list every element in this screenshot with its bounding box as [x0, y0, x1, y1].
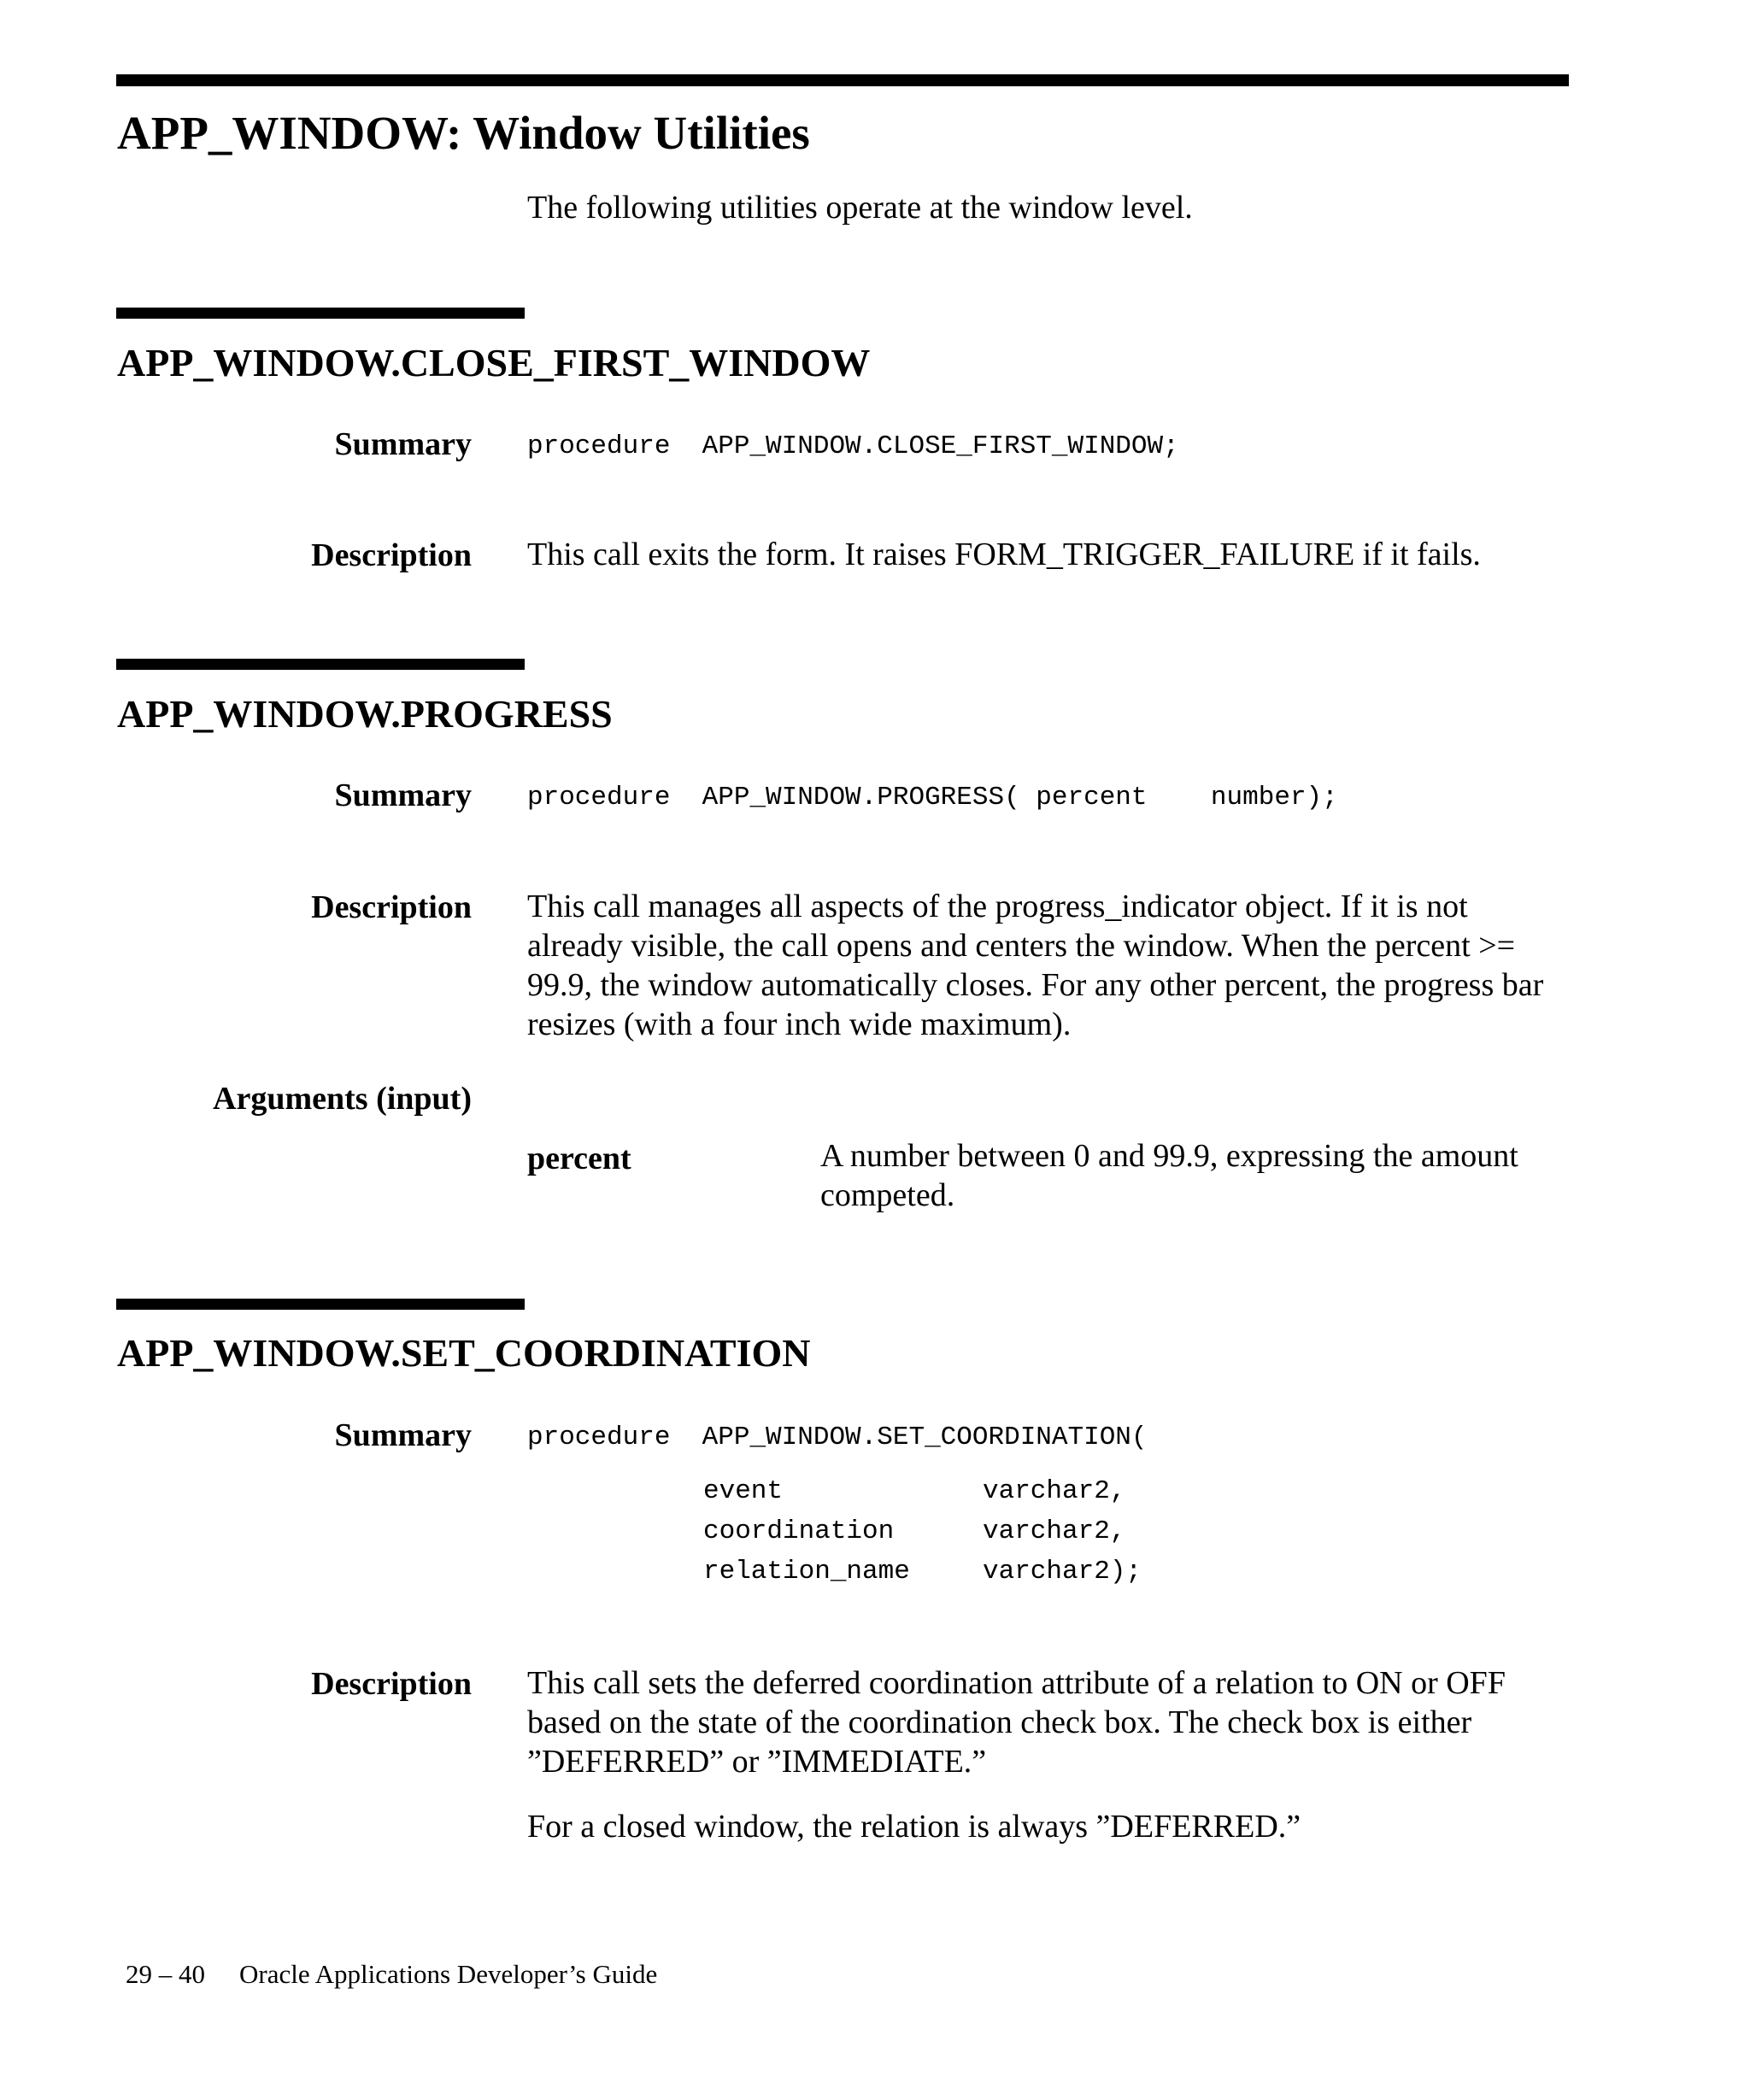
description-label-progress: Description: [311, 889, 472, 925]
footer-page-number: 29 – 40: [126, 1959, 205, 1989]
summary-label-set-coordination: Summary: [334, 1417, 472, 1453]
param-type: varchar2,: [983, 1516, 1126, 1546]
footer-book-title: Oracle Applications Developer’s Guide: [239, 1959, 658, 1989]
section-heading-close-first-window: APP_WINDOW.CLOSE_FIRST_WINDOW: [117, 341, 871, 384]
argument-desc-percent: A number between 0 and 99.9, expressing the amount competed.: [820, 1138, 1518, 1213]
param-name: coordination: [703, 1516, 895, 1546]
description-set-coordination-note: For a closed window, the relation is always ”DEFERRED.”: [527, 1809, 1301, 1845]
section-heading-set-coordination: APP_WINDOW.SET_COORDINATION: [117, 1331, 811, 1375]
summary-label-progress: Summary: [334, 777, 472, 813]
top-rule: [116, 74, 1569, 86]
param-name: relation_name: [703, 1557, 910, 1587]
param-type: varchar2);: [983, 1557, 1142, 1587]
description-progress: This call manages all aspects of the progress_indicator object. If it is not already visible, the call opens and centers the window. When the percent >= 99.9, the window automatically closes. For any other percent, the progress bar resizes (with a four inch wide maximum).: [527, 889, 1544, 1042]
section-rule-progress: [116, 659, 525, 670]
page-intro: The following utilities operate at the window level.: [527, 190, 1193, 226]
section-heading-progress: APP_WINDOW.PROGRESS: [117, 692, 613, 736]
param-name: event: [703, 1476, 784, 1506]
param-row-event: [703, 1471, 1142, 1511]
arguments-label-progress: Arguments (input): [213, 1081, 472, 1117]
summary-label-close-first-window: Summary: [334, 426, 472, 462]
summary-code-progress: procedure APP_WINDOW.PROGRESS( percent number);: [527, 783, 1338, 812]
summary-code-close-first-window: procedure APP_WINDOW.CLOSE_FIRST_WINDOW;: [527, 431, 1179, 461]
param-list: [703, 1471, 1142, 1592]
description-close-first-window: This call exits the form. It raises FORM_TRIGGER_FAILURE if it fails.: [527, 537, 1481, 572]
description-label-set-coordination: Description: [311, 1666, 472, 1702]
param-row-relation-name: [703, 1552, 1142, 1592]
param-row-coordination: [703, 1511, 1142, 1552]
summary-code-set-coordination: procedure APP_WINDOW.SET_COORDINATION(: [527, 1422, 1148, 1452]
description-set-coordination: This call sets the deferred coordination attribute of a relation to ON or OFF based on the state of the coordination check box. The check box is either ”DEFERRED” or ”IMMEDIATE.”: [527, 1665, 1506, 1780]
argument-name-percent: percent: [527, 1141, 631, 1176]
page-title: APP_WINDOW: Window Utilities: [117, 107, 810, 159]
section-rule-close-first-window: [116, 308, 525, 319]
section-rule-set-coordination: [116, 1299, 525, 1310]
page-footer: [126, 1959, 657, 1990]
param-type: varchar2,: [983, 1476, 1126, 1506]
description-label-close-first-window: Description: [311, 537, 472, 573]
